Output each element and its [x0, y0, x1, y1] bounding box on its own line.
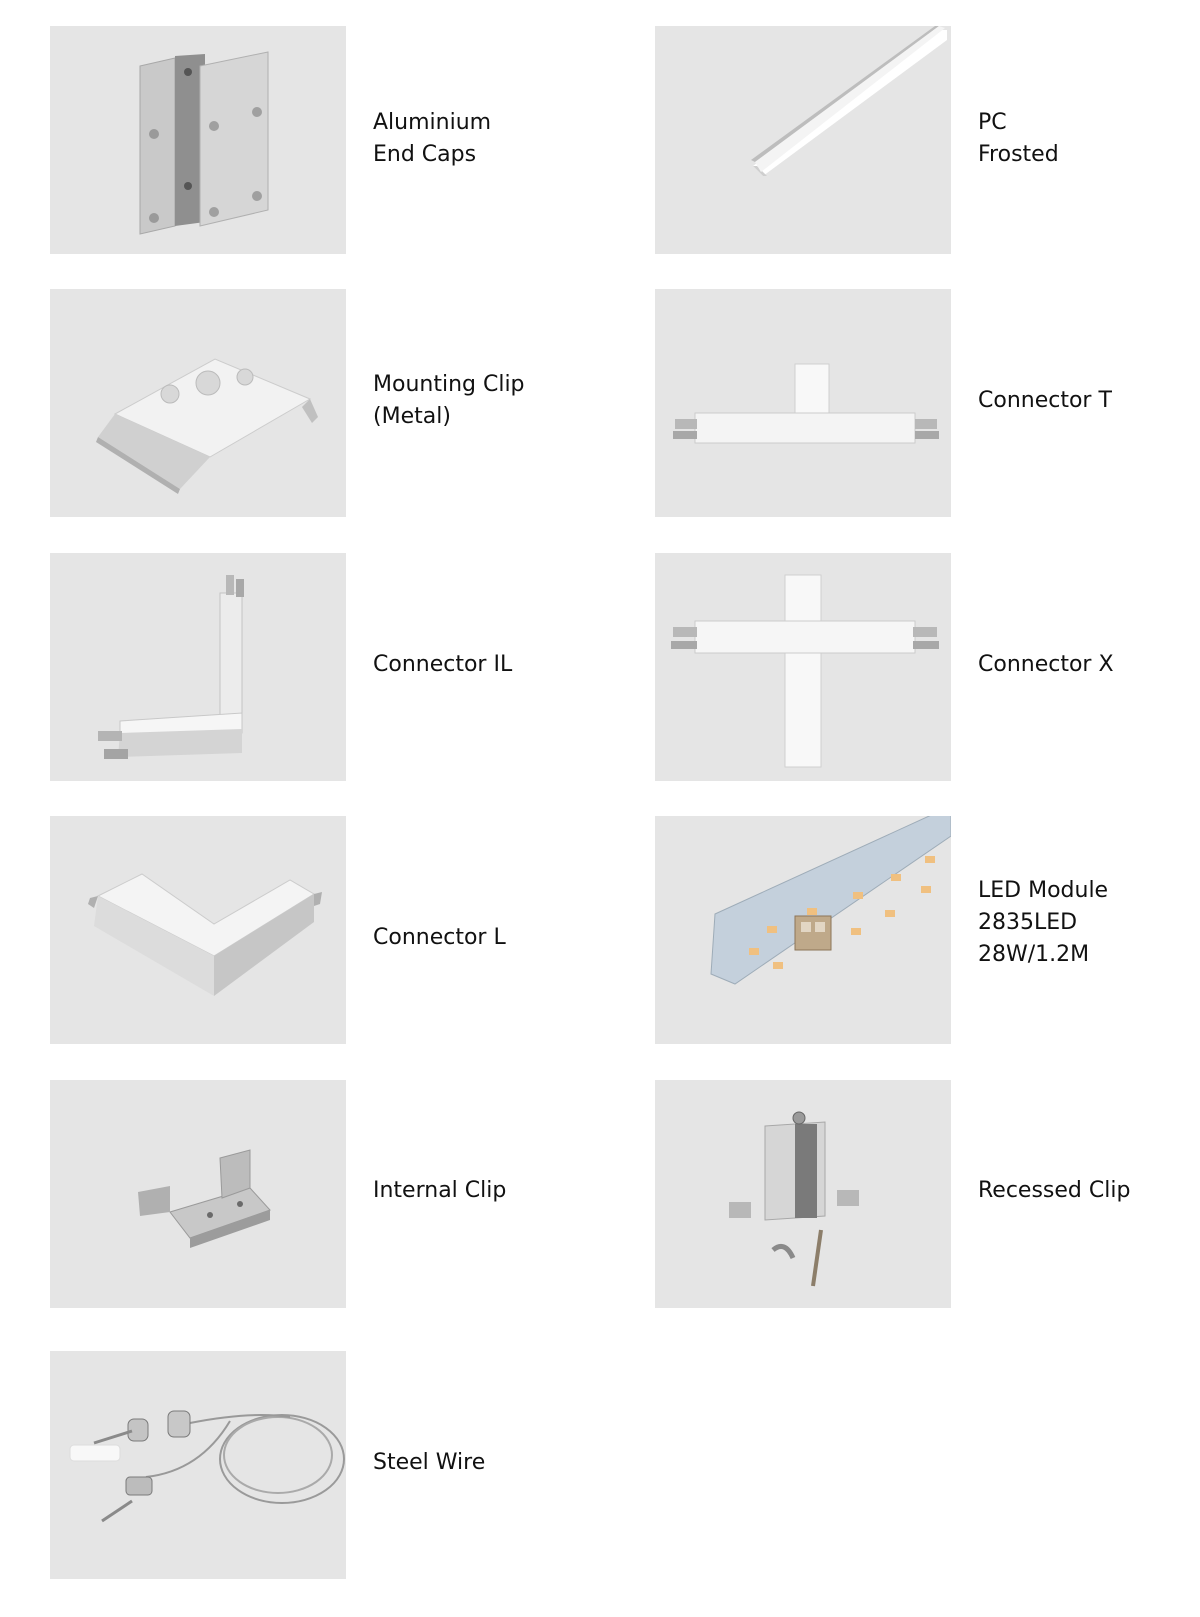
label-aluminium-end-caps: Aluminium End Caps — [373, 110, 492, 167]
label-connector-x: Connector X — [978, 652, 1114, 677]
label-connector-il: Connector IL — [373, 652, 513, 677]
pc-frosted-image — [655, 26, 951, 254]
label-internal-clip: Internal Clip — [373, 1178, 507, 1203]
label-mounting-clip: Mounting Clip (Metal) — [373, 372, 525, 429]
recessed-clip-image — [655, 1080, 951, 1308]
steel-wire-image — [50, 1351, 346, 1579]
aluminium-end-caps-image — [50, 26, 346, 254]
label-connector-t: Connector T — [978, 388, 1112, 413]
connector-il-image — [50, 553, 346, 781]
label-pc-frosted: PC Frosted — [978, 110, 1059, 167]
led-module-image — [655, 816, 951, 1044]
label-led-module: LED Module 2835LED 28W/1.2M — [978, 878, 1109, 967]
connector-x-image — [655, 553, 951, 781]
connector-l-image — [50, 816, 346, 1044]
label-steel-wire: Steel Wire — [373, 1450, 486, 1475]
label-recessed-clip: Recessed Clip — [978, 1178, 1131, 1203]
internal-clip-image — [50, 1080, 346, 1308]
mounting-clip-image — [50, 289, 346, 517]
label-connector-l: Connector L — [373, 925, 506, 950]
connector-t-image — [655, 289, 951, 517]
